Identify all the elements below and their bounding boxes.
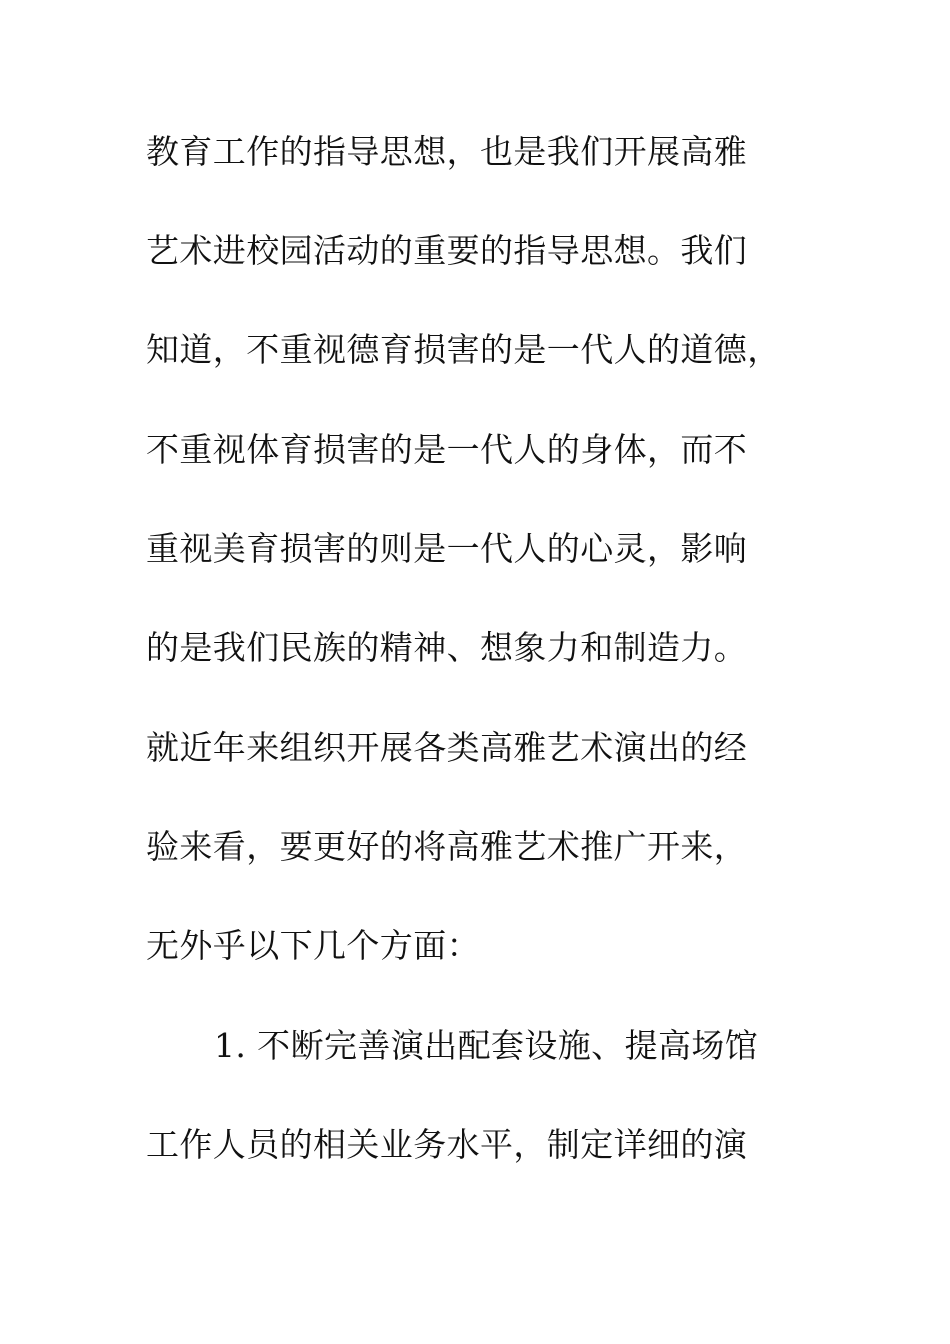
text-line: 不重视体育损害的是一代人的身体，而不 (146, 430, 748, 469)
text-line: 验来看，要更好的将高雅艺术推广开来， (146, 827, 748, 866)
text-line: 艺术进校园活动的重要的指导思想。我们 (146, 231, 748, 270)
text-line: 的是我们民族的精神、想象力和制造力。 (146, 628, 748, 667)
text-line: 教育工作的指导思想，也是我们开展高雅 (146, 132, 748, 171)
text-line: 就近年来组织开展各类高雅艺术演出的经 (146, 728, 748, 767)
text-line: 重视美育损害的则是一代人的心灵，影响 (146, 529, 748, 568)
text-line: 无外乎以下几个方面： (146, 926, 480, 965)
text-line: 知道，不重视德育损害的是一代人的道德， (146, 330, 781, 369)
text-line: 工作人员的相关业务水平，制定详细的演 (146, 1125, 748, 1164)
numbered-paragraph-start: 1. 不断完善演出配套设施、提高场馆 (214, 1026, 759, 1065)
